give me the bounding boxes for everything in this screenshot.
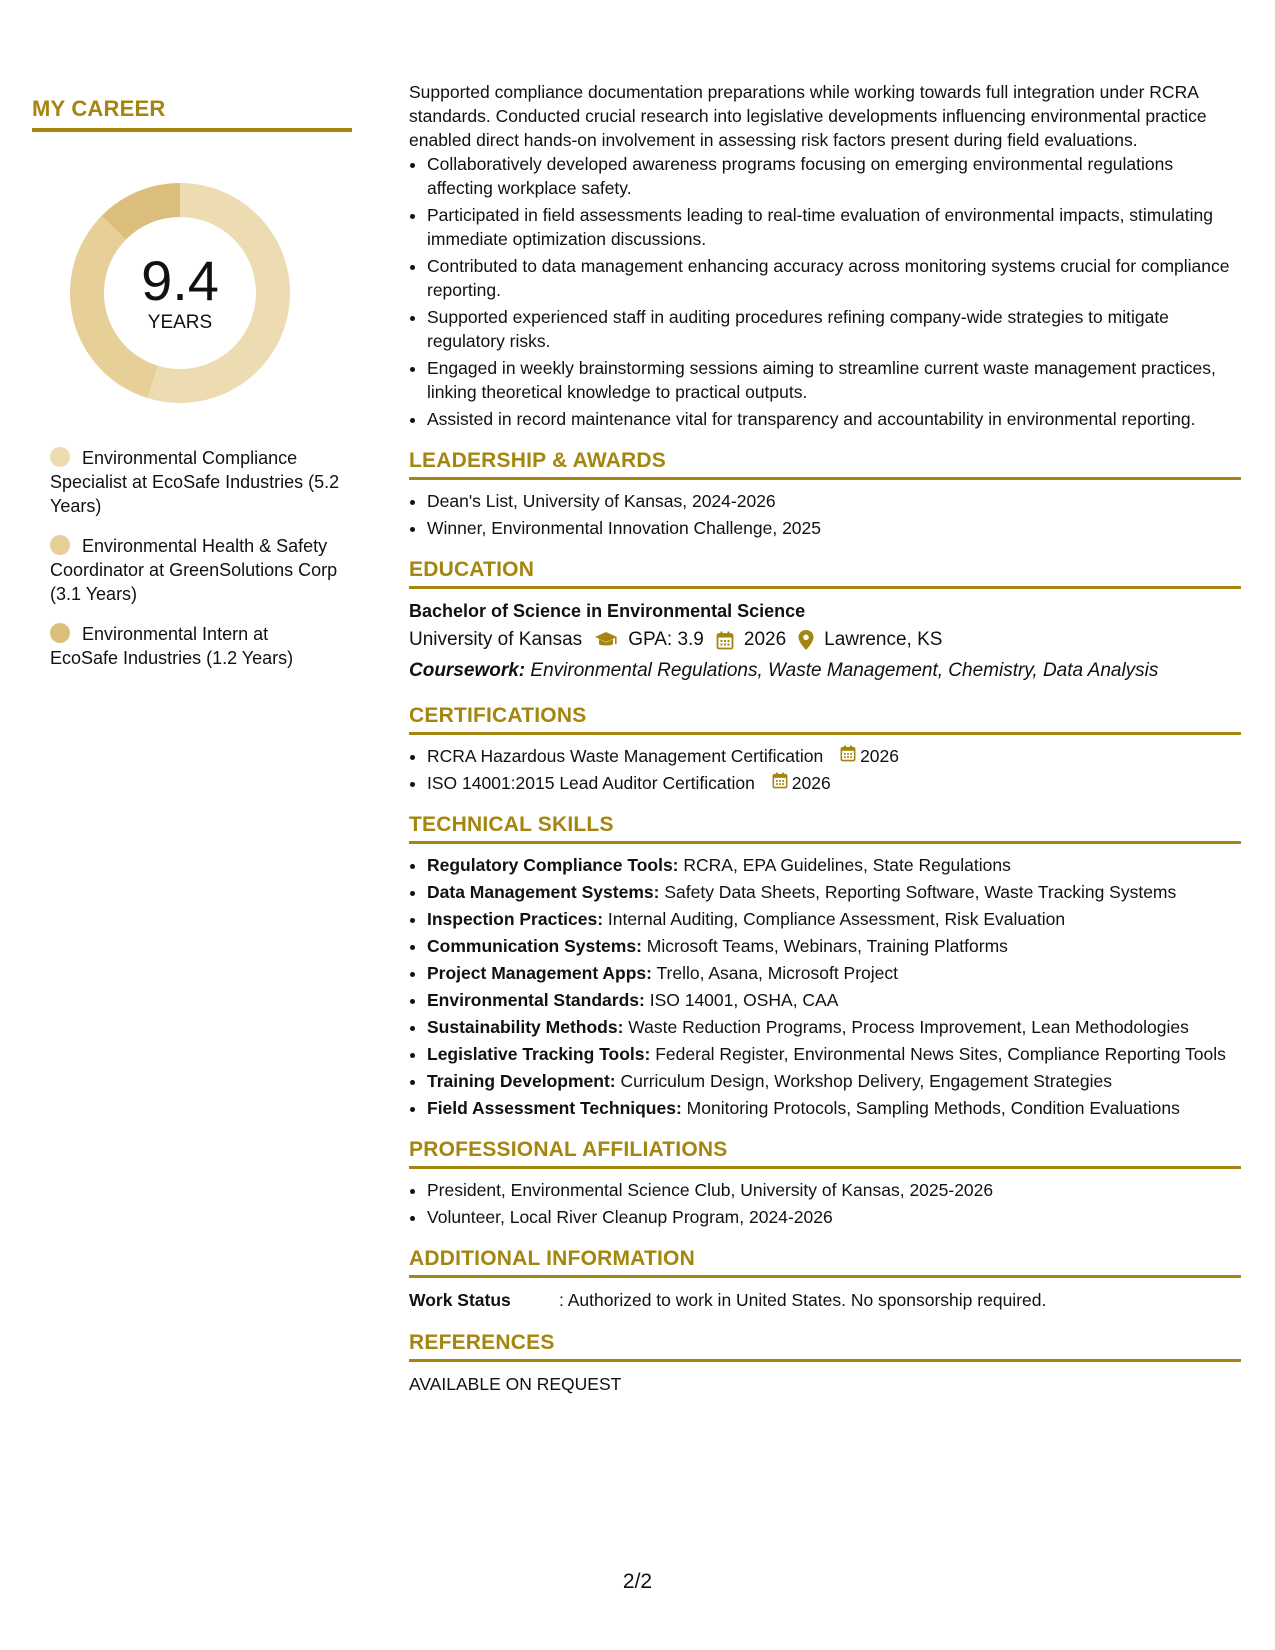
legend-dot bbox=[50, 447, 70, 467]
list-item: • Collaboratively developed awareness programs focusing on emerging environmental regulations affecting workplace safety. bbox=[427, 152, 1241, 200]
career-legend bbox=[50, 446, 340, 670]
list-item bbox=[427, 907, 1241, 931]
skill-label: Regulatory Compliance Tools: bbox=[427, 855, 679, 875]
list-item: • Volunteer, Local River Cleanup Program, 2024-2026 bbox=[427, 1205, 1241, 1229]
education-meta bbox=[409, 624, 1241, 656]
total-years-unit: YEARS bbox=[147, 312, 213, 333]
total-years-value: 9.4 bbox=[141, 249, 219, 312]
page-number: 2/2 bbox=[622, 1570, 653, 1593]
skill-value: Safety Data Sheets, Reporting Software, Waste Tracking Systems bbox=[664, 882, 1177, 902]
references-text: AVAILABLE ON REQUEST bbox=[409, 1374, 622, 1394]
coursework-list: Environmental Regulations, Waste Management, Chemistry, Data Analysis bbox=[530, 660, 1159, 681]
skill-label: Inspection Practices: bbox=[427, 909, 604, 929]
skill-value: Waste Reduction Programs, Process Improvement, Lean Methodologies bbox=[628, 1017, 1189, 1037]
leadership-section bbox=[409, 449, 1241, 540]
list-item: • Dean's List, University of Kansas, 2024-2026 bbox=[427, 489, 1241, 513]
legend-dot bbox=[50, 623, 70, 643]
skill-value: RCRA, EPA Guidelines, State Regulations bbox=[683, 855, 1011, 875]
career-donut-chart bbox=[65, 178, 295, 408]
section-heading: LEADERSHIP & AWARDS bbox=[409, 449, 1241, 480]
list-item bbox=[427, 1042, 1241, 1066]
skill-label: Project Management Apps: bbox=[427, 963, 652, 983]
list-item bbox=[427, 961, 1241, 985]
list-item: • Participated in field assessments leading to real-time evaluation of environmental impacts, stimulating immediate optimization discussions. bbox=[427, 203, 1241, 251]
certification-year-group bbox=[840, 744, 899, 768]
school-name: University of Kansas bbox=[409, 629, 583, 650]
work-status-label: Work Status bbox=[409, 1290, 511, 1310]
work-status-row bbox=[409, 1287, 1241, 1313]
section-heading: ADDITIONAL INFORMATION bbox=[409, 1247, 1241, 1278]
graduation-year: 2026 bbox=[743, 629, 787, 650]
education-section bbox=[409, 558, 1241, 686]
list-item: • Winner, Environmental Innovation Challenge, 2025 bbox=[427, 516, 1241, 540]
skills-section bbox=[409, 813, 1241, 1120]
certification-year: 2026 bbox=[791, 773, 831, 793]
section-heading: PROFESSIONAL AFFILIATIONS bbox=[409, 1138, 1241, 1169]
skill-label: Data Management Systems: bbox=[427, 882, 660, 902]
section-heading: TECHNICAL SKILLS bbox=[409, 813, 1241, 844]
legend-label: Environmental Health & Safety Coordinator at GreenSolutions Corp (3.1 Years) bbox=[50, 536, 338, 604]
legend-item bbox=[50, 446, 340, 518]
certification-name: ISO 14001:2015 Lead Auditor Certification bbox=[427, 773, 755, 793]
list-item bbox=[427, 934, 1241, 958]
skill-label: Communication Systems: bbox=[427, 936, 642, 956]
career-sidebar bbox=[32, 96, 352, 686]
school-location: Lawrence, KS bbox=[824, 629, 943, 650]
main-content bbox=[409, 80, 1241, 1397]
list-item: • Engaged in weekly brainstorming sessions aiming to streamline current waste management practices, linking theoretical knowledge to practical outputs. bbox=[427, 356, 1241, 404]
list-item bbox=[427, 1069, 1241, 1093]
coursework bbox=[409, 656, 1241, 686]
skill-value: Internal Auditing, Compliance Assessment, Risk Evaluation bbox=[607, 909, 1066, 929]
list-item bbox=[427, 771, 1241, 795]
list-item bbox=[427, 1096, 1241, 1120]
list-item: • Supported experienced staff in auditing procedures refining company-wide strategies to mitigate regulatory risks. bbox=[427, 305, 1241, 353]
legend-label: Environmental Intern at EcoSafe Industries (1.2 Years) bbox=[50, 624, 294, 668]
skill-label: Field Assessment Techniques: bbox=[427, 1098, 682, 1118]
skill-value: Microsoft Teams, Webinars, Training Platforms bbox=[646, 936, 1008, 956]
skill-label: Training Development: bbox=[427, 1071, 616, 1091]
list-item bbox=[427, 880, 1241, 904]
certification-name: RCRA Hazardous Waste Management Certification bbox=[427, 746, 824, 766]
location-pin-icon bbox=[798, 630, 814, 650]
calendar-icon bbox=[840, 744, 860, 768]
donut-center bbox=[65, 178, 295, 408]
legend-label: Environmental Compliance Specialist at EcoSafe Industries (5.2 Years) bbox=[50, 448, 340, 516]
list-item bbox=[427, 1015, 1241, 1039]
skill-value: Monitoring Protocols, Sampling Methods, Condition Evaluations bbox=[686, 1098, 1180, 1118]
list-item: • Assisted in record maintenance vital for transparency and accountability in environmental reporting. bbox=[427, 407, 1241, 431]
legend-item bbox=[50, 534, 340, 606]
coursework-label: Coursework: bbox=[409, 660, 526, 681]
skill-label: Environmental Standards: bbox=[427, 990, 645, 1010]
experience-intro: Supported compliance documentation preparations while working towards full integration under RCRA standards. Conducted crucial research into legislative developments influencing environmental practice enabled direct hands-on involvement in assessing risk factors present during field evaluations. bbox=[409, 82, 1207, 150]
certifications-list bbox=[409, 744, 1241, 795]
legend-dot bbox=[50, 535, 70, 555]
references-section bbox=[409, 1331, 1241, 1397]
list-item bbox=[427, 853, 1241, 877]
certification-year-group bbox=[772, 771, 831, 795]
experience-continued bbox=[409, 80, 1241, 431]
additional-info-section bbox=[409, 1247, 1241, 1313]
skill-value: Curriculum Design, Workshop Delivery, Engagement Strategies bbox=[620, 1071, 1113, 1091]
section-heading: REFERENCES bbox=[409, 1331, 1241, 1362]
leadership-list bbox=[409, 489, 1241, 540]
work-status-value: : Authorized to work in United States. No sponsorship required. bbox=[559, 1290, 1047, 1310]
skill-label: Sustainability Methods: bbox=[427, 1017, 624, 1037]
list-item: • Contributed to data management enhancing accuracy across monitoring systems crucial for compliance reporting. bbox=[427, 254, 1241, 302]
affiliations-section bbox=[409, 1138, 1241, 1229]
certifications-section bbox=[409, 704, 1241, 795]
career-title: MY CAREER bbox=[32, 96, 352, 132]
certification-year: 2026 bbox=[860, 746, 899, 766]
graduation-cap-icon bbox=[594, 631, 618, 649]
degree-title: Bachelor of Science in Environmental Science bbox=[409, 601, 806, 621]
skill-label: Legislative Tracking Tools: bbox=[427, 1044, 651, 1064]
experience-bullets bbox=[409, 152, 1241, 431]
list-item bbox=[427, 988, 1241, 1012]
section-heading: CERTIFICATIONS bbox=[409, 704, 1241, 735]
legend-item bbox=[50, 622, 340, 670]
section-heading: EDUCATION bbox=[409, 558, 1241, 589]
calendar-icon bbox=[716, 631, 734, 650]
list-item: • President, Environmental Science Club, University of Kansas, 2025-2026 bbox=[427, 1178, 1241, 1202]
skills-list bbox=[409, 853, 1241, 1120]
skill-value: ISO 14001, OSHA, CAA bbox=[649, 990, 839, 1010]
skill-value: Federal Register, Environmental News Sites, Compliance Reporting Tools bbox=[655, 1044, 1226, 1064]
gpa: GPA: 3.9 bbox=[628, 629, 704, 650]
calendar-icon bbox=[772, 771, 792, 795]
skill-value: Trello, Asana, Microsoft Project bbox=[656, 963, 899, 983]
list-item bbox=[427, 744, 1241, 768]
affiliations-list bbox=[409, 1178, 1241, 1229]
